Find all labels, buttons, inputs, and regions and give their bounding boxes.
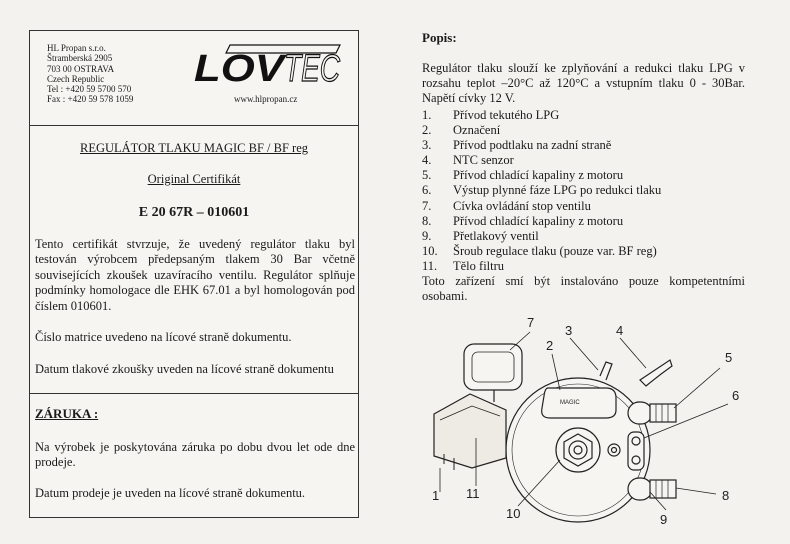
callout-2: 2 bbox=[546, 338, 554, 353]
callout-7: 7 bbox=[527, 315, 535, 330]
item-number: 7. bbox=[422, 198, 432, 213]
list-item bbox=[422, 229, 661, 244]
parts-list bbox=[422, 108, 661, 274]
item-label: Přívod podtlaku na zadní straně bbox=[453, 138, 612, 153]
callout-4: 4 bbox=[616, 323, 624, 338]
item-label: Označení bbox=[453, 123, 501, 138]
item-label: Přívod tekutého LPG bbox=[453, 108, 560, 122]
address-line: Czech Republic bbox=[47, 73, 105, 84]
description-heading: Popis: bbox=[422, 30, 457, 45]
certificate-paragraph: Tento certifikát stvrzuje, že uvedený regulátor tlaku byl testován výrobcem předepsaným tlakem 30 Bar včetně souvisejících zkoušek uzavíracího ventilu. Regulátor splňuje podmínky homologace dle EHK 67.01 a byl homologován pod číslem 010601. bbox=[35, 237, 355, 313]
address-line: HL Propan s.r.o. bbox=[47, 43, 106, 53]
item-number: 8. bbox=[422, 213, 432, 228]
address-line: Štramberská 2905 bbox=[47, 53, 113, 64]
item-number: 6. bbox=[422, 183, 432, 198]
callout-11: 11 bbox=[466, 486, 480, 501]
address-line: Fax : +420 59 578 1059 bbox=[47, 94, 134, 105]
svg-text:TEC: TEC bbox=[284, 48, 341, 90]
svg-text:LOV: LOV bbox=[194, 48, 288, 90]
item-label: NTC senzor bbox=[453, 153, 514, 168]
item-number: 2. bbox=[422, 123, 432, 138]
item-label: Cívka ovládání stop ventilu bbox=[453, 198, 591, 213]
installation-note: Toto zařízení smí být instalováno pouze kompetentními osobami. bbox=[422, 274, 745, 303]
company-website: www.hlpropan.cz bbox=[234, 94, 298, 104]
item-label: Výstup plynné fáze LPG po redukci tlaku bbox=[453, 183, 662, 198]
list-item bbox=[422, 259, 661, 274]
list-item bbox=[422, 183, 661, 198]
item-number: 1. bbox=[422, 108, 432, 122]
sale-date-note: Datum prodeje je uveden na lícové straně dokumentu. bbox=[35, 486, 306, 500]
item-number: 10. bbox=[422, 243, 438, 258]
item-number: 5. bbox=[422, 168, 432, 183]
regulator-diagram bbox=[410, 310, 780, 539]
certificate-number: E 20 67R – 010601 bbox=[138, 205, 250, 220]
item-label: Přívod chladící kapaliny z motoru bbox=[453, 168, 624, 183]
list-item bbox=[422, 199, 661, 214]
callout-10: 10 bbox=[506, 506, 521, 521]
address-line: 703 00 OSTRAVA bbox=[47, 63, 115, 74]
lovtec-logo bbox=[190, 41, 342, 90]
item-label: Tělo filtru bbox=[453, 258, 505, 273]
callout-3: 3 bbox=[565, 323, 573, 338]
list-item bbox=[422, 108, 661, 123]
list-item bbox=[422, 123, 661, 138]
item-label: Šroub regulace tlaku (pouze var. BF reg) bbox=[453, 243, 657, 258]
address-line: Tel : +420 59 5700 570 bbox=[47, 84, 132, 95]
item-number: 4. bbox=[422, 153, 432, 168]
list-item bbox=[422, 168, 661, 183]
item-number: 3. bbox=[422, 138, 432, 153]
certificate-subtitle: Original Certifikát bbox=[147, 172, 241, 186]
item-label: Přívod chladící kapaliny z motoru bbox=[453, 213, 624, 228]
list-item bbox=[422, 138, 661, 153]
list-item bbox=[422, 244, 661, 259]
certificate-header bbox=[30, 31, 358, 126]
callout-1: 1 bbox=[432, 488, 440, 503]
test-date-note: Datum tlakové zkoušky uveden na lícové straně dokumentu bbox=[35, 362, 334, 376]
list-item bbox=[422, 214, 661, 229]
description-text: Regulátor tlaku slouží ke zplyňování a redukci tlaku LPG v rozsahu teplot –20°C až 120°C a vstupním tlaku 0 - 30Bar. Napětí cívky 12 V. bbox=[422, 61, 745, 105]
item-label: Přetlakový ventil bbox=[453, 228, 539, 243]
list-item bbox=[422, 153, 661, 168]
matrix-note: Číslo matrice uvedeno na lícové straně dokumentu. bbox=[35, 330, 292, 344]
regulator-drawing bbox=[410, 310, 780, 539]
callout-5: 5 bbox=[725, 350, 733, 365]
warranty-heading: ZÁRUKA : bbox=[35, 406, 99, 421]
certificate-panel bbox=[29, 30, 359, 518]
company-address bbox=[47, 43, 133, 105]
callout-6: 6 bbox=[732, 388, 740, 403]
item-number: 9. bbox=[422, 228, 432, 243]
warranty-text: Na výrobek je poskytována záruka po dobu dvou let ode dne prodeje. bbox=[35, 440, 355, 470]
plate-text: MAGIC bbox=[560, 400, 580, 406]
callout-9: 9 bbox=[660, 512, 668, 527]
callout-8: 8 bbox=[722, 488, 730, 503]
certificate-title: REGULÁTOR TLAKU MAGIC BF / BF reg bbox=[79, 141, 309, 155]
section-divider bbox=[30, 393, 358, 394]
item-number: 11. bbox=[422, 258, 438, 273]
